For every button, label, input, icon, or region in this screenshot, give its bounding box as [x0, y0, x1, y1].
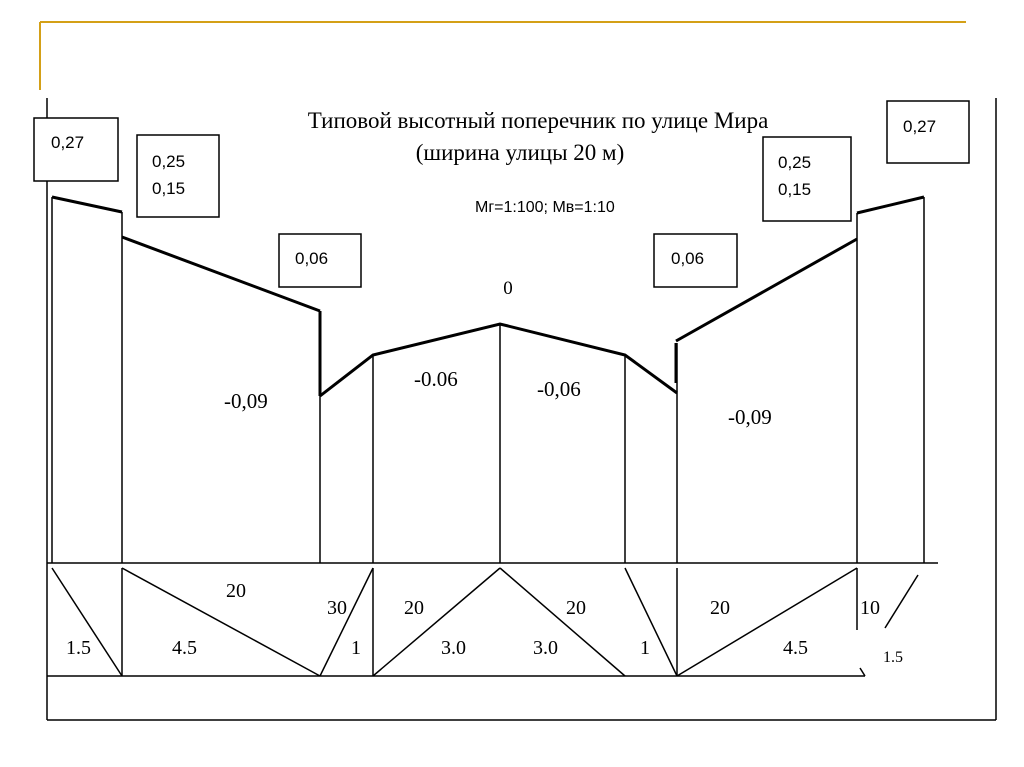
elevation-box-far-right	[887, 101, 969, 163]
diagram-subtitle: (ширина улицы 20 м)	[415, 140, 625, 165]
elevation-right-curb: 0,06	[671, 249, 705, 268]
elevation-box-far-left	[34, 118, 118, 181]
section-value-left-lane: -0.06	[414, 367, 458, 391]
crown-value: 0	[503, 278, 513, 299]
slope-label: 20	[566, 597, 586, 619]
elevation-far-left: 0,27	[51, 133, 85, 152]
width-label: 4.5	[783, 637, 808, 659]
elevation-box-left	[137, 135, 219, 217]
profile-right-sidewalk-outer	[857, 197, 924, 213]
slope-label: 20	[404, 597, 424, 619]
elevation-left-bottom: 0,15	[152, 179, 186, 198]
slope-label: 20	[710, 597, 730, 619]
width-label: 1	[640, 637, 650, 659]
elevation-far-right: 0,27	[903, 117, 937, 136]
section-value-right-sidewalk: -0,09	[728, 405, 772, 429]
slope-label: 30	[327, 597, 347, 619]
width-label: 1.5	[66, 637, 91, 659]
ordinate-lines	[52, 197, 924, 563]
width-label: 3.0	[533, 637, 558, 659]
elevation-left-curb: 0,06	[295, 249, 329, 268]
width-label: 1	[351, 637, 361, 659]
slope-label: 10	[860, 597, 880, 619]
profile-left-sidewalk-outer	[52, 197, 122, 212]
section-value-right-lane: -0,06	[537, 377, 581, 401]
width-labels	[66, 637, 903, 666]
elevation-box-right-curb	[654, 234, 737, 287]
elevation-right-bottom: 0,15	[778, 180, 812, 199]
slope-label: 20	[226, 580, 246, 602]
diagram-title: Типовой высотный поперечник по улице Мира	[307, 108, 769, 133]
elevation-box-right	[763, 137, 851, 221]
section-value-left-sidewalk: -0,09	[224, 389, 268, 413]
width-label: 1.5	[883, 649, 903, 666]
width-label: 4.5	[172, 637, 197, 659]
width-label: 3.0	[441, 637, 466, 659]
slope-triangles	[52, 568, 918, 676]
elevation-right-top: 0,25	[778, 153, 812, 172]
scale-label: Мг=1:100; Мв=1:10	[475, 199, 615, 216]
elevation-box-left-curb	[279, 234, 361, 287]
elevation-left-top: 0,25	[152, 152, 186, 171]
